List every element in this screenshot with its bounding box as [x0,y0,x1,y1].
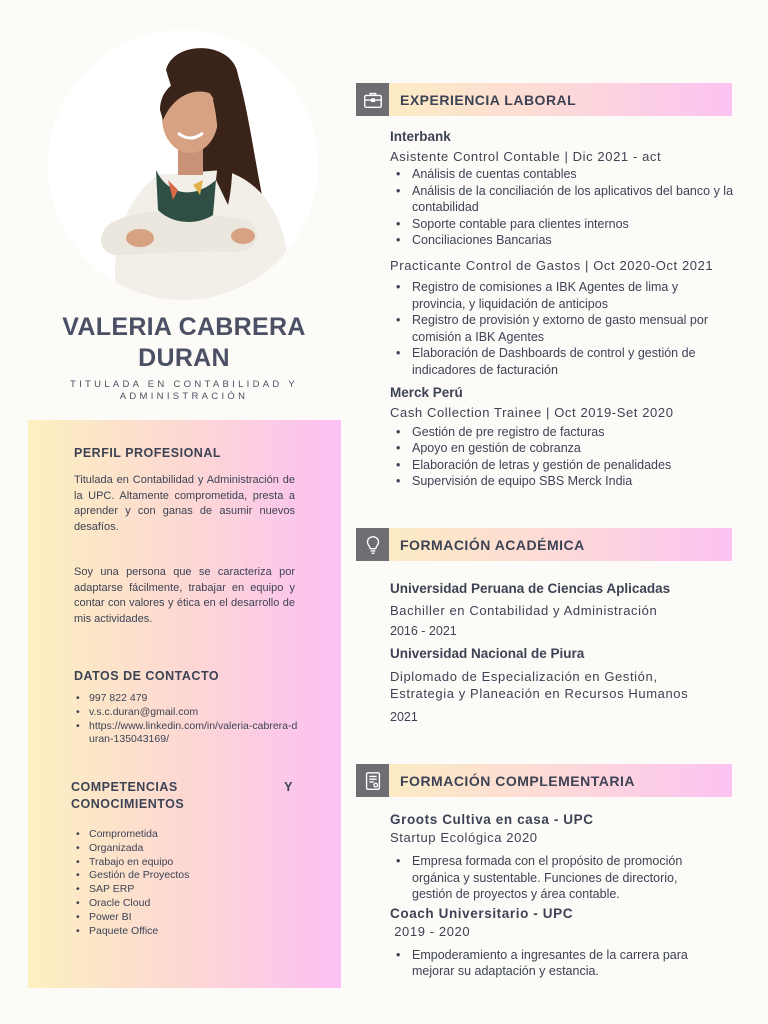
date-unp: 2021 [390,710,418,724]
task-item: • Elaboración de letras y gestión de penalidades [390,457,735,474]
competencia-item: • SAP ERP [74,883,304,897]
date-upc: 2016 - 2021 [390,624,457,638]
role-practicante-list [390,279,735,379]
company-merck: Merck Perú [390,384,463,400]
perfil-heading: PERFIL PROFESIONAL [74,446,221,460]
formacion-header [356,528,732,561]
program-coach-list [390,947,720,980]
task-item: • Elaboración de Dashboards de control y gestión de indicadores de facturación [390,345,735,378]
program-groots-list [390,853,720,903]
experiencia-heading: EXPERIENCIA LABORAL [400,92,577,108]
competencias-heading-y: Y [284,780,293,794]
certificate-icon [356,764,389,797]
task-item: • Registro de comisiones a IBK Agentes de lima y provincia, y liquidación de anticipos [390,279,735,312]
school-unp: Universidad Nacional de Piura [390,646,585,661]
competencias-heading-word: COMPETENCIAS [71,780,178,794]
competencia-item: • Comprometida [74,828,304,842]
name-line-2: DURAN [138,344,230,372]
contacto-heading: DATOS DE CONTACTO [74,669,220,683]
company-interbank: Interbank [390,129,451,144]
perfil-paragraph-2: Soy una persona que se caracteriza por adaptarse fácilmente, trabajar en equipo y contar con valores y ética en el desarrollo de mis actividades. [74,566,295,625]
formacion-heading: FORMACIÓN ACADÉMICA [400,537,585,553]
contact-email[interactable]: • v.s.c.duran@gmail.com [74,706,299,720]
program-coach: Coach Universitario - UPC [390,905,574,921]
profile-photo [48,30,318,300]
task-item: • Soporte contable para clientes internos [390,216,735,233]
competencias-heading-line2: CONOCIMIENTOS [71,797,185,811]
left-panel [28,420,341,988]
degree-diplomado: Diplomado de Especialización en Gestión, Estrategia y Planeación en Recursos Humanos [390,669,689,701]
task-item: • Análisis de la conciliación de los aplicativos del banco y la contabilidad [390,183,735,216]
perfil-paragraph-1: Titulada en Contabilidad y Administración de la UPC. Altamente comprometida, presta a aprender y con ganas de asumir nuevos desafíos. [74,474,295,533]
complementaria-heading: FORMACIÓN COMPLEMENTARIA [400,773,635,789]
contact-linkedin[interactable]: • https://www.linkedin.com/in/valeria-cabrera-duran-135043169/ [74,720,299,748]
competencia-item: • Power BI [74,911,304,925]
role-asistente: Asistente Control Contable | Dic 2021 - act [390,149,662,164]
formacion-content [390,579,735,726]
competencia-item: • Trabajo en equipo [74,856,304,870]
profile-photo-illustration [48,30,318,300]
competencia-item: • Gestión de Proyectos [74,869,304,883]
name-line-1: VALERIA CABRERA [62,313,306,341]
role-asistente-list [390,166,735,249]
degree-bachiller: Bachiller en Contabilidad y Administración [390,603,658,618]
lightbulb-icon [356,528,389,561]
program-groots: Groots Cultiva en casa - UPC [390,812,594,827]
competencia-item: • Oracle Cloud [74,897,304,911]
candidate-name [30,312,338,374]
experiencia-header [356,83,732,116]
task-item: • Conciliaciones Bancarias [390,232,735,249]
program-coach-sub: 2019 - 2020 [390,923,471,939]
experiencia-content [390,127,735,490]
complementaria-content [390,810,735,980]
program-groots-sub: Startup Ecológica 2020 [390,830,538,845]
competencias-list [74,828,304,938]
contacto-list [74,692,299,747]
task-item: • Supervisión de equipo SBS Merck India [390,473,735,490]
task-item: • Empoderamiento a ingresantes de la carrera para mejorar su adaptación y estancia. [390,947,720,980]
role-trainee-list [390,424,735,490]
competencias-heading [71,779,293,813]
briefcase-icon [356,83,389,116]
competencia-item: • Paquete Office [74,925,304,939]
candidate-title: TITULADA EN CONTABILIDAD Y ADMINISTRACIÓN [70,379,298,402]
task-item: • Gestión de pre registro de facturas [390,424,735,441]
task-item: • Apoyo en gestión de cobranza [390,440,735,457]
task-item: • Empresa formada con el propósito de promoción orgánica y sustentable. Funciones de directorio, gestión de proyectos y área contable. [390,853,720,903]
role-trainee: Cash Collection Trainee | Oct 2019-Set 2020 [390,404,674,420]
task-item: • Registro de provisión y extorno de gasto mensual por comisión a IBK Agentes [390,312,735,345]
role-practicante: Practicante Control de Gastos | Oct 2020-Oct 2021 [390,257,714,273]
school-upc: Universidad Peruana de Ciencias Aplicadas [390,581,671,596]
contact-phone: • 997 822 479 [74,692,299,706]
task-item: • Análisis de cuentas contables [390,166,735,183]
complementaria-header [356,764,732,797]
competencia-item: • Organizada [74,842,304,856]
